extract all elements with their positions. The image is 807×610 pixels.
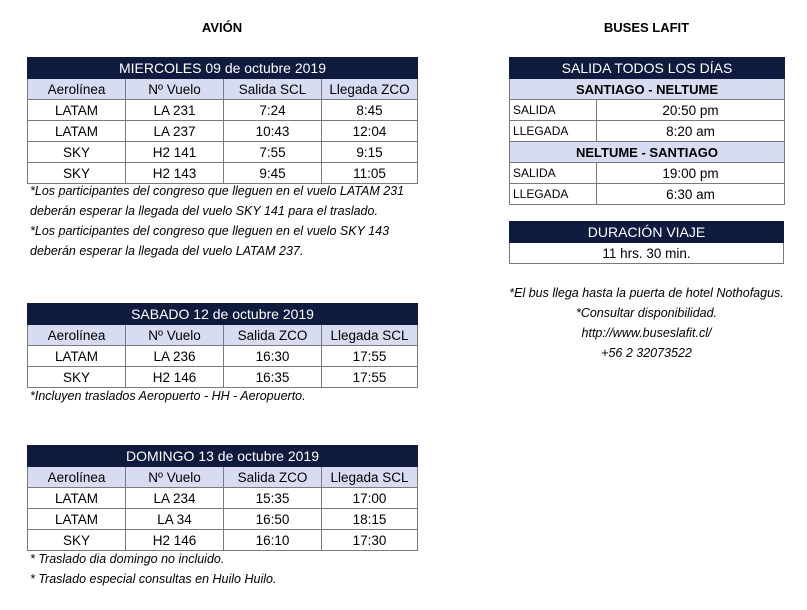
table-row [28,346,418,367]
flight-number-cell: H2 146 [126,367,224,388]
table-row [28,121,418,142]
note-text: *Los participantes del congreso que lleguen en el vuelo LATAM 231 deberán esperar la llegada del vuelo SKY 141 para el traslado. [30,184,405,218]
column-header: Aerolínea [28,79,126,100]
flights-notes-domingo [30,549,415,589]
column-header: Nº Vuelo [126,79,224,100]
note-text: * Traslado especial consultas en Huilo Huilo. [30,572,277,586]
flight-number-cell: H2 146 [126,530,224,551]
airline-cell: SKY [28,142,126,163]
column-header: Salida ZCO [224,325,322,346]
flight-number-cell: LA 34 [126,509,224,530]
time-cell: 8:20 am [597,121,785,142]
airline-cell: LATAM [28,121,126,142]
arrival-cell: 17:55 [322,346,418,367]
note-text: *El bus llega hasta la puerta de hotel Nothofagus. [509,286,784,300]
arrival-cell: 18:15 [322,509,418,530]
table-row [510,163,785,184]
column-header: Salida SCL [224,79,322,100]
flights-table-miercoles [27,57,418,184]
table-row [510,121,785,142]
bus-schedule-table [509,57,785,205]
flight-number-cell: LA 236 [126,346,224,367]
note-text: *Consultar disponibilidad. [575,306,718,320]
table-row [28,488,418,509]
column-header: Salida ZCO [224,467,322,488]
note-text: * Traslado dia domingo no incluido. [30,552,225,566]
table-row [28,530,418,551]
row-label: LLEGADA [510,184,597,205]
airline-cell: SKY [28,367,126,388]
departure-cell: 16:30 [224,346,322,367]
bus-heading: BUSES LAFIT [603,20,690,35]
time-cell: 6:30 am [597,184,785,205]
bus-notes [509,283,784,363]
departure-cell: 16:35 [224,367,322,388]
flight-number-cell: LA 231 [126,100,224,121]
note-text: *Incluyen traslados Aeropuerto - HH - Aeropuerto. [30,389,306,403]
flights-heading: AVIÓN [201,20,243,35]
flights-table-domingo [27,445,418,551]
column-header: Aerolínea [28,325,126,346]
arrival-cell: 17:30 [322,530,418,551]
table-row [28,509,418,530]
row-label: SALIDA [510,163,597,184]
arrival-cell: 11:05 [322,163,418,184]
arrival-cell: 8:45 [322,100,418,121]
route-name: SANTIAGO - NELTUME [510,79,785,100]
departure-cell: 16:10 [224,530,322,551]
row-label: LLEGADA [510,121,597,142]
departure-cell: 10:43 [224,121,322,142]
time-cell: 19:00 pm [597,163,785,184]
bus-phone: +56 2 32073522 [601,346,692,360]
departure-cell: 16:50 [224,509,322,530]
departure-cell: 9:45 [224,163,322,184]
flight-number-cell: H2 141 [126,142,224,163]
flight-number-cell: H2 143 [126,163,224,184]
table-row [28,100,418,121]
bus-website-link[interactable]: http://www.buseslafit.cl/ [581,326,712,340]
time-cell: 20:50 pm [597,100,785,121]
airline-cell: LATAM [28,509,126,530]
row-label: SALIDA [510,100,597,121]
flight-number-cell: LA 237 [126,121,224,142]
table-title: SALIDA TODOS LOS DÍAS [510,58,785,79]
departure-cell: 15:35 [224,488,322,509]
arrival-cell: 12:04 [322,121,418,142]
column-header: Llegada SCL [322,325,418,346]
table-row [510,100,785,121]
table-row [28,142,418,163]
column-header: Nº Vuelo [126,467,224,488]
column-header: Aerolínea [28,467,126,488]
note-text: *Los participantes del congreso que lleguen en el vuelo SKY 143 deberán esperar la llegada del vuelo LATAM 237. [30,224,390,258]
trip-duration-table [509,221,784,264]
arrival-cell: 17:00 [322,488,418,509]
airline-cell: LATAM [28,488,126,509]
arrival-cell: 17:55 [322,367,418,388]
column-header: Nº Vuelo [126,325,224,346]
flights-table-sabado [27,303,418,388]
airline-cell: LATAM [28,100,126,121]
flight-number-cell: LA 234 [126,488,224,509]
flights-notes-sabado [30,386,415,406]
table-row [28,367,418,388]
column-header: Llegada ZCO [322,79,418,100]
airline-cell: SKY [28,163,126,184]
flights-notes-miercoles [30,181,415,261]
departure-cell: 7:55 [224,142,322,163]
table-title: DURACIÓN VIAJE [510,222,784,243]
column-header: Llegada SCL [322,467,418,488]
table-title: SABADO 12 de octubre 2019 [28,304,418,325]
airline-cell: LATAM [28,346,126,367]
table-row [510,184,785,205]
table-title: DOMINGO 13 de octubre 2019 [28,446,418,467]
airline-cell: SKY [28,530,126,551]
route-name: NELTUME - SANTIAGO [510,142,785,163]
departure-cell: 7:24 [224,100,322,121]
table-title: MIERCOLES 09 de octubre 2019 [28,58,418,79]
duration-value: 11 hrs. 30 min. [510,243,784,264]
arrival-cell: 9:15 [322,142,418,163]
